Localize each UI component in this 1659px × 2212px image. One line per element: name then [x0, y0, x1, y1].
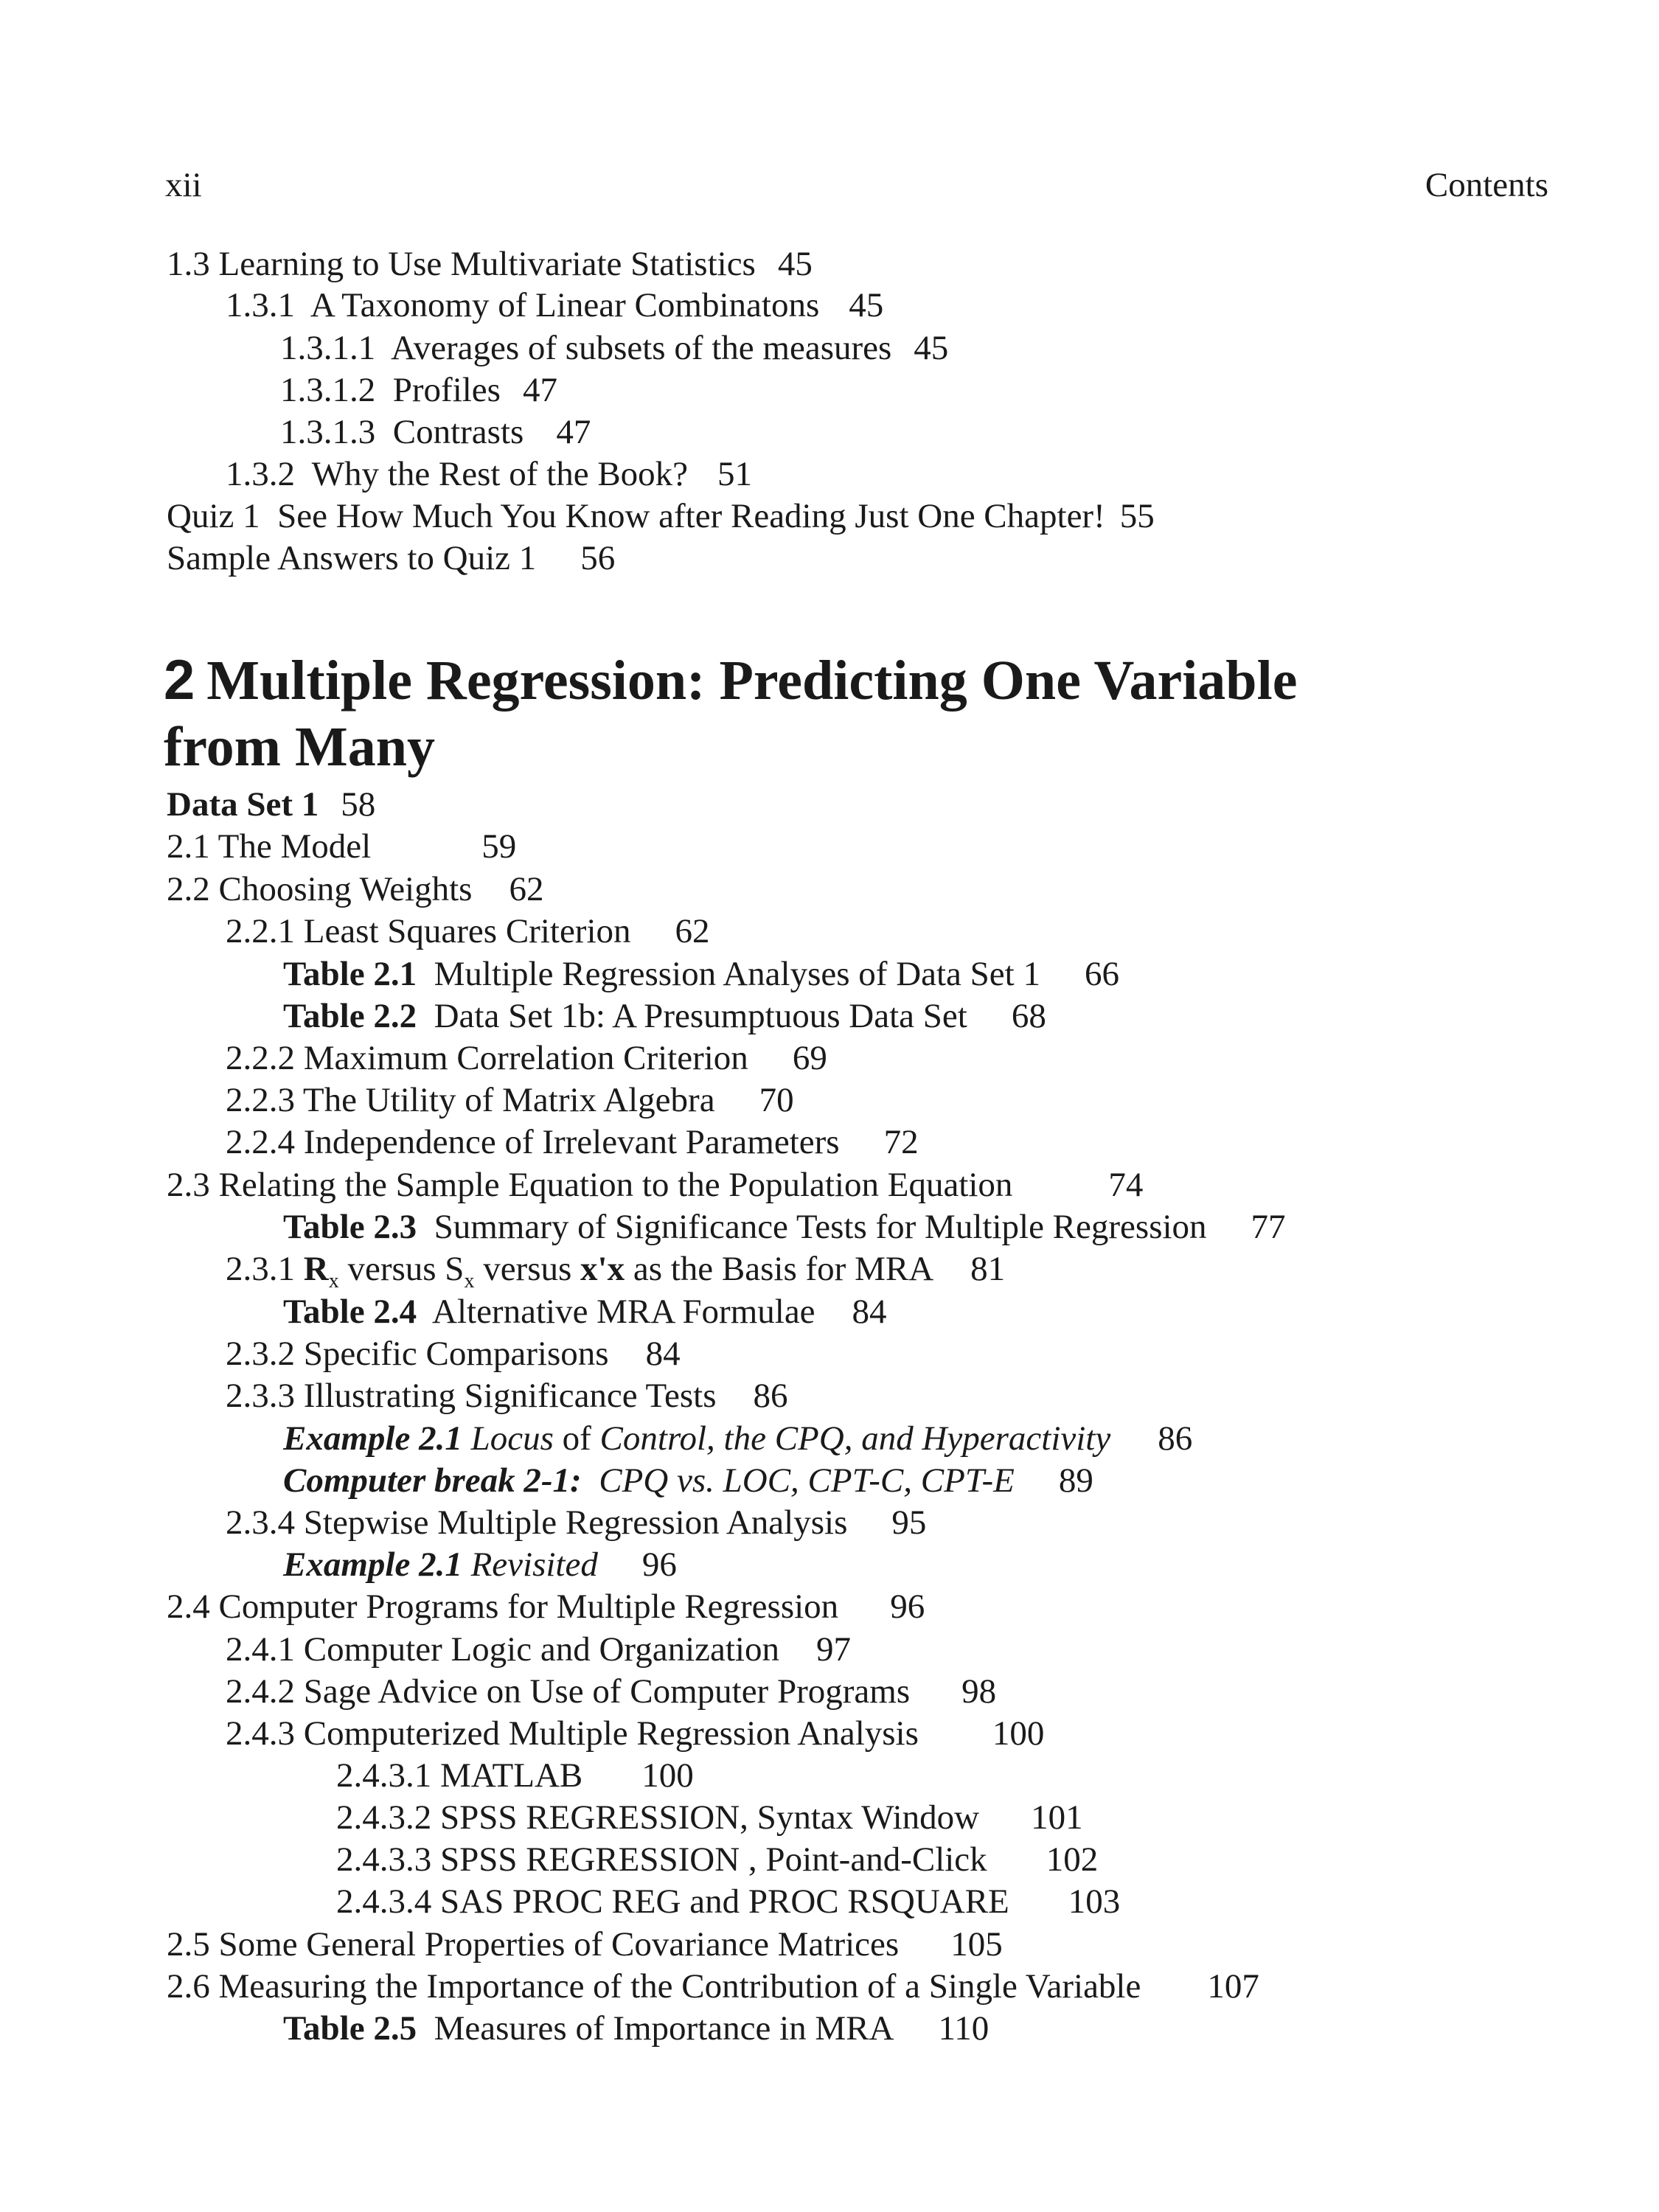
toc-entry: 2.2.4 Independence of Irrelevant Parameters 72 [226, 1123, 919, 1161]
toc-entry: 2.4.1 Computer Logic and Organization 97 [226, 1630, 851, 1669]
toc-entry: 1.3.2 Why the Rest of the Book? 51 [226, 455, 753, 493]
toc-entry: 1.3.1.2 Profiles 47 [280, 371, 557, 409]
toc-entry: 2.3 Relating the Sample Equation to the Population Equation 74 [167, 1166, 1144, 1204]
toc-entry: 2.4.3.4 SAS PROC REG and PROC RSQUARE 103 [336, 1882, 1121, 1921]
running-header: Contents [1425, 166, 1548, 204]
toc-entry: 2.4.2 Sage Advice on Use of Computer Programs 98 [226, 1672, 997, 1711]
chapter-title [164, 647, 1417, 780]
toc-entry: 2.6 Measuring the Importance of the Contribution of a Single Variable 107 [167, 1967, 1259, 2006]
toc-entry: 2.4.3.1 MATLAB 100 [336, 1756, 694, 1795]
toc-entry: 2.2 Choosing Weights 62 [167, 870, 544, 908]
toc-entry: 1.3.1.3 Contrasts 47 [280, 413, 591, 451]
toc-entry: 2.1 The Model 59 [167, 827, 517, 866]
toc-entry: Example 2.1 Locus of Control, the CPQ, and Hyperactivity 86 [283, 1419, 1193, 1458]
toc-entry: 2.4.3 Computerized Multiple Regression Analysis 100 [226, 1714, 1045, 1753]
chapter-title-text: Multiple Regression: Predicting One Variable from Many [164, 650, 1298, 778]
toc-entry: 2.2.3 The Utility of Matrix Algebra 70 [226, 1081, 794, 1119]
toc-entry: 2.3.4 Stepwise Multiple Regression Analysis 95 [226, 1503, 927, 1542]
toc-entry: 2.4 Computer Programs for Multiple Regression 96 [167, 1587, 925, 1626]
toc-entry: 2.4.3.2 SPSS REGRESSION, Syntax Window 101 [336, 1798, 1083, 1837]
toc-entry: Data Set 1 58 [167, 785, 376, 824]
toc-entry: 1.3.1.1 Averages of subsets of the measures 45 [280, 329, 949, 367]
toc-entry: Table 2.3 Summary of Significance Tests for Multiple Regression 77 [283, 1208, 1286, 1246]
toc-entry: Example 2.1 Revisited 96 [283, 1545, 677, 1584]
toc-entry: Sample Answers to Quiz 1 56 [167, 539, 616, 577]
toc-entry: 2.2.1 Least Squares Criterion 62 [226, 912, 710, 950]
toc-entry: 2.2.2 Maximum Correlation Criterion 69 [226, 1039, 827, 1077]
toc-entry: Table 2.1 Multiple Regression Analyses of Data Set 1 66 [283, 955, 1119, 993]
toc-entry: 1.3.1 A Taxonomy of Linear Combinatons 45 [226, 286, 884, 324]
toc-entry: Table 2.4 Alternative MRA Formulae 84 [283, 1293, 887, 1331]
toc-entry: Computer break 2-1: CPQ vs. LOC, CPT-C, CPT-E 89 [283, 1461, 1093, 1500]
toc-entry: 2.5 Some General Properties of Covariance Matrices 105 [167, 1925, 1003, 1964]
chapter-number: 2 [164, 649, 195, 712]
toc-entry: Quiz 1 See How Much You Know after Reading Just One Chapter! 55 [167, 497, 1155, 535]
toc-entry: 2.3.2 Specific Comparisons 84 [226, 1335, 681, 1373]
toc-entry: 2.3.3 Illustrating Significance Tests 86 [226, 1377, 788, 1415]
toc-entry: Table 2.5 Measures of Importance in MRA 110 [283, 2009, 990, 2048]
toc-entry: 2.3.1 $R_x$ versus $S_x$ versus x'x as the Basis for MRA 81 [226, 1250, 1006, 1293]
toc-entry: Table 2.2 Data Set 1b: A Presumptuous Data Set 68 [283, 997, 1046, 1035]
page-number: xii [165, 166, 202, 204]
toc-entry: 2.4.3.3 SPSS REGRESSION , Point-and-Click 102 [336, 1840, 1099, 1879]
toc-entry: 1.3 Learning to Use Multivariate Statistics 45 [167, 245, 813, 283]
